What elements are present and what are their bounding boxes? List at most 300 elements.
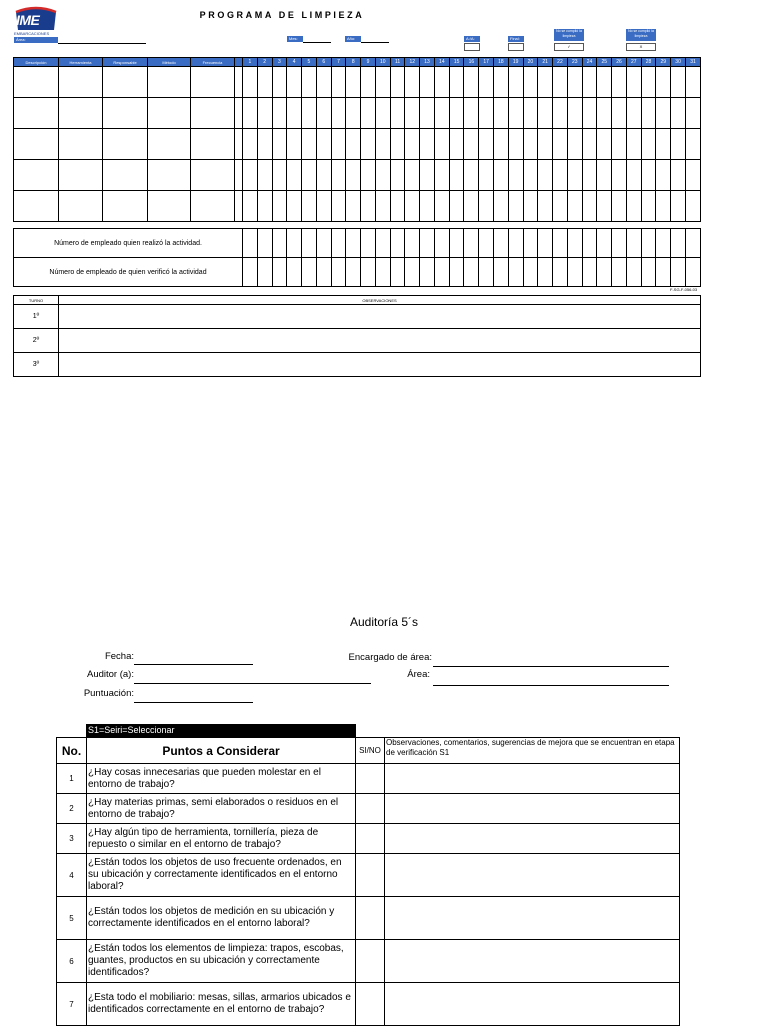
day-header: 2 bbox=[257, 58, 272, 67]
fecha-label: Fecha: bbox=[104, 651, 134, 662]
grid-cell[interactable] bbox=[375, 129, 390, 160]
day-header: 10 bbox=[375, 58, 390, 67]
grid-cell[interactable] bbox=[523, 67, 538, 98]
grid-cell[interactable] bbox=[656, 160, 671, 191]
grid-cell[interactable] bbox=[479, 160, 494, 191]
grid-cell[interactable] bbox=[390, 67, 405, 98]
cleaning-grid bbox=[13, 57, 701, 222]
grid-cell[interactable] bbox=[191, 67, 235, 98]
grid-cell[interactable] bbox=[434, 129, 449, 160]
grid-cell[interactable] bbox=[346, 191, 361, 222]
tag-a-box[interactable] bbox=[464, 43, 480, 51]
grid-cell[interactable] bbox=[420, 191, 435, 222]
employee-cell[interactable] bbox=[243, 229, 258, 258]
grid-cell[interactable] bbox=[420, 160, 435, 191]
grid-cell[interactable] bbox=[523, 98, 538, 129]
grid-cell[interactable] bbox=[567, 67, 582, 98]
item-observation-field[interactable] bbox=[385, 824, 680, 854]
grid-cell[interactable] bbox=[257, 67, 272, 98]
employee-cell[interactable] bbox=[523, 258, 538, 287]
grid-cell[interactable] bbox=[420, 129, 435, 160]
employee-cell[interactable] bbox=[390, 258, 405, 287]
grid-cell[interactable] bbox=[494, 67, 509, 98]
grid-cell[interactable] bbox=[434, 191, 449, 222]
grid-cell[interactable] bbox=[626, 67, 641, 98]
grid-cell[interactable] bbox=[191, 129, 235, 160]
obs-field-3[interactable] bbox=[59, 353, 701, 377]
grid-cell[interactable] bbox=[59, 67, 103, 98]
employee-cell[interactable] bbox=[346, 258, 361, 287]
grid-cell[interactable] bbox=[553, 191, 568, 222]
employee-cell[interactable] bbox=[553, 258, 568, 287]
grid-cell[interactable] bbox=[375, 191, 390, 222]
grid-cell[interactable] bbox=[685, 98, 700, 129]
grid-cell[interactable] bbox=[148, 67, 191, 98]
grid-cell[interactable] bbox=[508, 98, 523, 129]
grid-cell[interactable] bbox=[449, 191, 464, 222]
grid-cell[interactable] bbox=[464, 67, 479, 98]
grid-cell[interactable] bbox=[272, 191, 287, 222]
grid-cell[interactable] bbox=[243, 98, 258, 129]
grid-cell[interactable] bbox=[656, 129, 671, 160]
grid-cell[interactable] bbox=[346, 67, 361, 98]
employee-cell[interactable] bbox=[494, 258, 509, 287]
grid-cell[interactable] bbox=[148, 191, 191, 222]
fecha-field[interactable] bbox=[134, 652, 253, 665]
grid-cell[interactable] bbox=[390, 129, 405, 160]
mes-field[interactable] bbox=[303, 36, 331, 43]
employee-cell[interactable] bbox=[612, 229, 627, 258]
grid-cell[interactable] bbox=[508, 67, 523, 98]
grid-cell[interactable] bbox=[243, 129, 258, 160]
grid-cell[interactable] bbox=[597, 160, 612, 191]
employee-cell[interactable] bbox=[656, 258, 671, 287]
employee-cell[interactable] bbox=[597, 258, 612, 287]
grid-cell[interactable] bbox=[671, 129, 686, 160]
tag-b-label: Final: bbox=[508, 36, 524, 42]
grid-cell[interactable] bbox=[14, 191, 59, 222]
item-sino-field[interactable] bbox=[356, 824, 385, 854]
employee-row bbox=[14, 258, 701, 287]
grid-cell[interactable] bbox=[302, 160, 317, 191]
grid-cell[interactable] bbox=[523, 129, 538, 160]
grid-cell[interactable] bbox=[405, 160, 420, 191]
grid-cell[interactable] bbox=[641, 67, 656, 98]
employee-cell[interactable] bbox=[243, 258, 258, 287]
employee-cell[interactable] bbox=[302, 258, 317, 287]
grid-cell[interactable] bbox=[508, 191, 523, 222]
employee-cell[interactable] bbox=[597, 229, 612, 258]
grid-cell[interactable] bbox=[508, 129, 523, 160]
grid-cell[interactable] bbox=[567, 160, 582, 191]
employee-cell[interactable] bbox=[316, 258, 331, 287]
grid-cell[interactable] bbox=[287, 98, 302, 129]
employee-cell[interactable] bbox=[361, 258, 376, 287]
grid-cell[interactable] bbox=[390, 191, 405, 222]
grid-cell[interactable] bbox=[582, 67, 597, 98]
grid-cell[interactable] bbox=[449, 98, 464, 129]
grid-cell[interactable] bbox=[375, 98, 390, 129]
grid-cell[interactable] bbox=[626, 160, 641, 191]
area-audit-field[interactable] bbox=[433, 673, 669, 686]
item-observation-field[interactable] bbox=[385, 764, 680, 794]
grid-cell[interactable] bbox=[361, 160, 376, 191]
grid-cell[interactable] bbox=[390, 160, 405, 191]
employee-cell[interactable] bbox=[361, 229, 376, 258]
grid-cell[interactable] bbox=[361, 67, 376, 98]
grid-cell[interactable] bbox=[405, 191, 420, 222]
grid-cell[interactable] bbox=[612, 67, 627, 98]
audit-table bbox=[56, 737, 680, 1026]
grid-cell[interactable] bbox=[612, 129, 627, 160]
grid-cell[interactable] bbox=[302, 129, 317, 160]
employee-cell[interactable] bbox=[538, 229, 553, 258]
employee-cell[interactable] bbox=[641, 229, 656, 258]
grid-cell[interactable] bbox=[331, 67, 346, 98]
grid-cell[interactable] bbox=[14, 160, 59, 191]
grid-cell[interactable] bbox=[494, 191, 509, 222]
grid-cell[interactable] bbox=[641, 191, 656, 222]
grid-cell[interactable] bbox=[257, 160, 272, 191]
item-sino-field[interactable] bbox=[356, 794, 385, 824]
grid-cell[interactable] bbox=[523, 191, 538, 222]
grid-cell[interactable] bbox=[235, 160, 243, 191]
employee-cell[interactable] bbox=[508, 229, 523, 258]
grid-cell[interactable] bbox=[597, 67, 612, 98]
grid-cell[interactable] bbox=[148, 98, 191, 129]
grid-cell[interactable] bbox=[103, 129, 148, 160]
grid-cell[interactable] bbox=[390, 98, 405, 129]
grid-cell[interactable] bbox=[508, 160, 523, 191]
employee-cell[interactable] bbox=[685, 258, 700, 287]
grid-cell[interactable] bbox=[375, 160, 390, 191]
item-sino-field[interactable] bbox=[356, 940, 385, 983]
employee-cell[interactable] bbox=[420, 229, 435, 258]
grid-cell[interactable] bbox=[641, 129, 656, 160]
grid-cell[interactable] bbox=[191, 191, 235, 222]
grid-cell[interactable] bbox=[464, 191, 479, 222]
grid-cell[interactable] bbox=[191, 98, 235, 129]
grid-cell[interactable] bbox=[302, 98, 317, 129]
area-field[interactable] bbox=[58, 37, 146, 44]
grid-cell[interactable] bbox=[361, 98, 376, 129]
grid-cell[interactable] bbox=[331, 160, 346, 191]
grid-cell[interactable] bbox=[671, 98, 686, 129]
employee-cell[interactable] bbox=[434, 258, 449, 287]
grid-cell[interactable] bbox=[361, 191, 376, 222]
grid-cell[interactable] bbox=[59, 191, 103, 222]
grid-cell[interactable] bbox=[538, 67, 553, 98]
grid-cell[interactable] bbox=[316, 98, 331, 129]
employee-cell[interactable] bbox=[626, 229, 641, 258]
employee-cell[interactable] bbox=[257, 258, 272, 287]
grid-cell[interactable] bbox=[235, 67, 243, 98]
grid-cell[interactable] bbox=[235, 129, 243, 160]
grid-cell[interactable] bbox=[375, 67, 390, 98]
grid-cell[interactable] bbox=[331, 129, 346, 160]
sheet-title: PROGRAMA DE LIMPIEZA bbox=[199, 10, 365, 20]
grid-cell[interactable] bbox=[523, 160, 538, 191]
grid-cell[interactable] bbox=[582, 160, 597, 191]
grid-cell[interactable] bbox=[346, 129, 361, 160]
logo-subtitle: EMBARCACIONES bbox=[14, 31, 50, 36]
grid-cell[interactable] bbox=[272, 67, 287, 98]
employee-cell[interactable] bbox=[685, 229, 700, 258]
employee-verified-label: Número de empleado de quien verificó la actividad bbox=[14, 258, 243, 287]
grid-cell[interactable] bbox=[257, 129, 272, 160]
grid-cell[interactable] bbox=[582, 191, 597, 222]
spacer-header bbox=[235, 58, 243, 67]
grid-cell[interactable] bbox=[59, 160, 103, 191]
grid-cell[interactable] bbox=[597, 191, 612, 222]
puntuacion-field[interactable] bbox=[134, 690, 253, 703]
grid-cell[interactable] bbox=[553, 67, 568, 98]
grid-cell[interactable] bbox=[494, 129, 509, 160]
employee-cell[interactable] bbox=[553, 229, 568, 258]
day-header: 15 bbox=[449, 58, 464, 67]
audit-item-row bbox=[57, 824, 680, 854]
item-sino-field[interactable] bbox=[356, 764, 385, 794]
grid-cell[interactable] bbox=[538, 98, 553, 129]
item-observation-field[interactable] bbox=[385, 794, 680, 824]
grid-cell[interactable] bbox=[553, 129, 568, 160]
item-sino-field[interactable] bbox=[356, 854, 385, 897]
grid-cell[interactable] bbox=[103, 160, 148, 191]
grid-cell[interactable] bbox=[331, 191, 346, 222]
grid-cell[interactable] bbox=[538, 160, 553, 191]
grid-cell[interactable] bbox=[626, 191, 641, 222]
grid-cell[interactable] bbox=[191, 160, 235, 191]
grid-cell[interactable] bbox=[243, 67, 258, 98]
grid-cell[interactable] bbox=[287, 67, 302, 98]
employee-cell[interactable] bbox=[449, 258, 464, 287]
day-header: 19 bbox=[508, 58, 523, 67]
grid-cell[interactable] bbox=[405, 129, 420, 160]
grid-cell[interactable] bbox=[434, 98, 449, 129]
grid-cell[interactable] bbox=[346, 98, 361, 129]
employee-cell[interactable] bbox=[523, 229, 538, 258]
grid-cell[interactable] bbox=[612, 191, 627, 222]
grid-cell[interactable] bbox=[641, 160, 656, 191]
grid-cell[interactable] bbox=[235, 191, 243, 222]
employee-cell[interactable] bbox=[302, 229, 317, 258]
grid-cell[interactable] bbox=[316, 191, 331, 222]
employee-cell[interactable] bbox=[464, 229, 479, 258]
grid-cell[interactable] bbox=[302, 191, 317, 222]
employee-cell[interactable] bbox=[641, 258, 656, 287]
employee-cell[interactable] bbox=[375, 258, 390, 287]
grid-cell[interactable] bbox=[538, 129, 553, 160]
employee-cell[interactable] bbox=[272, 258, 287, 287]
grid-cell[interactable] bbox=[626, 129, 641, 160]
item-observation-field[interactable] bbox=[385, 983, 680, 1026]
employee-cell[interactable] bbox=[582, 258, 597, 287]
employee-cell[interactable] bbox=[346, 229, 361, 258]
grid-cell[interactable] bbox=[685, 129, 700, 160]
day-header: 22 bbox=[553, 58, 568, 67]
grid-cell[interactable] bbox=[302, 67, 317, 98]
grid-cell[interactable] bbox=[235, 98, 243, 129]
column-header: Responsable bbox=[103, 58, 148, 67]
grid-cell[interactable] bbox=[479, 98, 494, 129]
grid-cell[interactable] bbox=[494, 160, 509, 191]
grid-cell[interactable] bbox=[582, 98, 597, 129]
grid-cell[interactable] bbox=[405, 98, 420, 129]
grid-cell[interactable] bbox=[464, 160, 479, 191]
grid-cell[interactable] bbox=[287, 191, 302, 222]
grid-cell[interactable] bbox=[582, 129, 597, 160]
item-sino-field[interactable] bbox=[356, 983, 385, 1026]
anio-label: Año: bbox=[345, 36, 361, 42]
grid-cell[interactable] bbox=[464, 129, 479, 160]
grid-cell[interactable] bbox=[567, 98, 582, 129]
employee-cell[interactable] bbox=[671, 258, 686, 287]
grid-cell[interactable] bbox=[597, 129, 612, 160]
employee-cell[interactable] bbox=[494, 229, 509, 258]
grid-cell[interactable] bbox=[656, 98, 671, 129]
grid-cell[interactable] bbox=[420, 98, 435, 129]
employee-cell[interactable] bbox=[582, 229, 597, 258]
item-observation-field[interactable] bbox=[385, 897, 680, 940]
day-header: 9 bbox=[361, 58, 376, 67]
grid-cell[interactable] bbox=[14, 129, 59, 160]
grid-cell[interactable] bbox=[361, 129, 376, 160]
employee-cell[interactable] bbox=[656, 229, 671, 258]
grid-cell[interactable] bbox=[103, 67, 148, 98]
employee-cell[interactable] bbox=[508, 258, 523, 287]
grid-cell[interactable] bbox=[479, 129, 494, 160]
grid-cell[interactable] bbox=[434, 67, 449, 98]
tag-b-box[interactable] bbox=[508, 43, 524, 51]
grid-cell[interactable] bbox=[671, 191, 686, 222]
employee-cell[interactable] bbox=[316, 229, 331, 258]
employee-cell[interactable] bbox=[375, 229, 390, 258]
employee-cell[interactable] bbox=[405, 258, 420, 287]
grid-cell[interactable] bbox=[449, 67, 464, 98]
grid-cell[interactable] bbox=[257, 98, 272, 129]
encargado-field[interactable] bbox=[433, 654, 669, 667]
grid-cell[interactable] bbox=[405, 67, 420, 98]
obs-field-2[interactable] bbox=[59, 329, 701, 353]
grid-cell[interactable] bbox=[243, 191, 258, 222]
employee-cell[interactable] bbox=[331, 258, 346, 287]
grid-cell[interactable] bbox=[685, 191, 700, 222]
grid-cell[interactable] bbox=[14, 67, 59, 98]
area-audit-label: Área: bbox=[407, 669, 430, 680]
item-sino-field[interactable] bbox=[356, 897, 385, 940]
grid-cell[interactable] bbox=[641, 98, 656, 129]
employee-cell[interactable] bbox=[287, 258, 302, 287]
grid-cell[interactable] bbox=[257, 191, 272, 222]
employee-cell[interactable] bbox=[567, 258, 582, 287]
grid-cell[interactable] bbox=[612, 98, 627, 129]
employee-cell[interactable] bbox=[257, 229, 272, 258]
day-header: 7 bbox=[331, 58, 346, 67]
grid-cell[interactable] bbox=[272, 98, 287, 129]
activity-row bbox=[14, 98, 701, 129]
grid-cell[interactable] bbox=[287, 160, 302, 191]
employee-cell[interactable] bbox=[420, 258, 435, 287]
employee-cell[interactable] bbox=[671, 229, 686, 258]
employee-cell[interactable] bbox=[434, 229, 449, 258]
item-observation-field[interactable] bbox=[385, 854, 680, 897]
employee-cell[interactable] bbox=[567, 229, 582, 258]
item-number: 1 bbox=[57, 764, 87, 794]
legend-1-box: ✓ bbox=[554, 43, 584, 51]
employee-cell[interactable] bbox=[449, 229, 464, 258]
grid-cell[interactable] bbox=[597, 98, 612, 129]
grid-cell[interactable] bbox=[59, 129, 103, 160]
employee-cell[interactable] bbox=[405, 229, 420, 258]
grid-cell[interactable] bbox=[272, 129, 287, 160]
grid-cell[interactable] bbox=[103, 98, 148, 129]
audit-item-row bbox=[57, 794, 680, 824]
grid-cell[interactable] bbox=[567, 191, 582, 222]
grid-cell[interactable] bbox=[464, 98, 479, 129]
grid-cell[interactable] bbox=[553, 160, 568, 191]
grid-cell[interactable] bbox=[331, 98, 346, 129]
grid-cell[interactable] bbox=[59, 98, 103, 129]
grid-cell[interactable] bbox=[148, 160, 191, 191]
grid-cell[interactable] bbox=[685, 67, 700, 98]
grid-cell[interactable] bbox=[612, 160, 627, 191]
item-observation-field[interactable] bbox=[385, 940, 680, 983]
employee-cell[interactable] bbox=[272, 229, 287, 258]
anio-field[interactable] bbox=[361, 36, 389, 43]
grid-cell[interactable] bbox=[656, 67, 671, 98]
grid-cell[interactable] bbox=[420, 67, 435, 98]
employee-cell[interactable] bbox=[479, 229, 494, 258]
grid-cell[interactable] bbox=[272, 160, 287, 191]
grid-cell[interactable] bbox=[494, 98, 509, 129]
employee-cell[interactable] bbox=[464, 258, 479, 287]
obs-field-1[interactable] bbox=[59, 305, 701, 329]
grid-cell[interactable] bbox=[479, 191, 494, 222]
employee-cell[interactable] bbox=[538, 258, 553, 287]
grid-cell[interactable] bbox=[567, 129, 582, 160]
grid-cell[interactable] bbox=[671, 67, 686, 98]
grid-cell[interactable] bbox=[148, 129, 191, 160]
grid-cell[interactable] bbox=[671, 160, 686, 191]
employee-cell[interactable] bbox=[626, 258, 641, 287]
grid-cell[interactable] bbox=[479, 67, 494, 98]
employee-cell[interactable] bbox=[479, 258, 494, 287]
day-header: 26 bbox=[612, 58, 627, 67]
employee-cell[interactable] bbox=[331, 229, 346, 258]
grid-cell[interactable] bbox=[243, 160, 258, 191]
grid-cell[interactable] bbox=[449, 160, 464, 191]
grid-cell[interactable] bbox=[656, 191, 671, 222]
grid-cell[interactable] bbox=[103, 191, 148, 222]
employee-cell[interactable] bbox=[390, 229, 405, 258]
grid-cell[interactable] bbox=[316, 67, 331, 98]
grid-cell[interactable] bbox=[14, 98, 59, 129]
day-header: 5 bbox=[302, 58, 317, 67]
grid-cell[interactable] bbox=[316, 160, 331, 191]
employee-cell[interactable] bbox=[287, 229, 302, 258]
grid-cell[interactable] bbox=[449, 129, 464, 160]
item-question: ¿Están todos los objetos de uso frecuente ordenados, en su ubicación y correctamente identificados en el entorno laboral? bbox=[87, 854, 356, 897]
grid-cell[interactable] bbox=[553, 98, 568, 129]
grid-cell[interactable] bbox=[434, 160, 449, 191]
grid-cell[interactable] bbox=[685, 160, 700, 191]
employee-cell[interactable] bbox=[612, 258, 627, 287]
grid-cell[interactable] bbox=[316, 129, 331, 160]
grid-cell[interactable] bbox=[346, 160, 361, 191]
grid-cell[interactable] bbox=[626, 98, 641, 129]
grid-cell[interactable] bbox=[538, 191, 553, 222]
grid-cell[interactable] bbox=[287, 129, 302, 160]
